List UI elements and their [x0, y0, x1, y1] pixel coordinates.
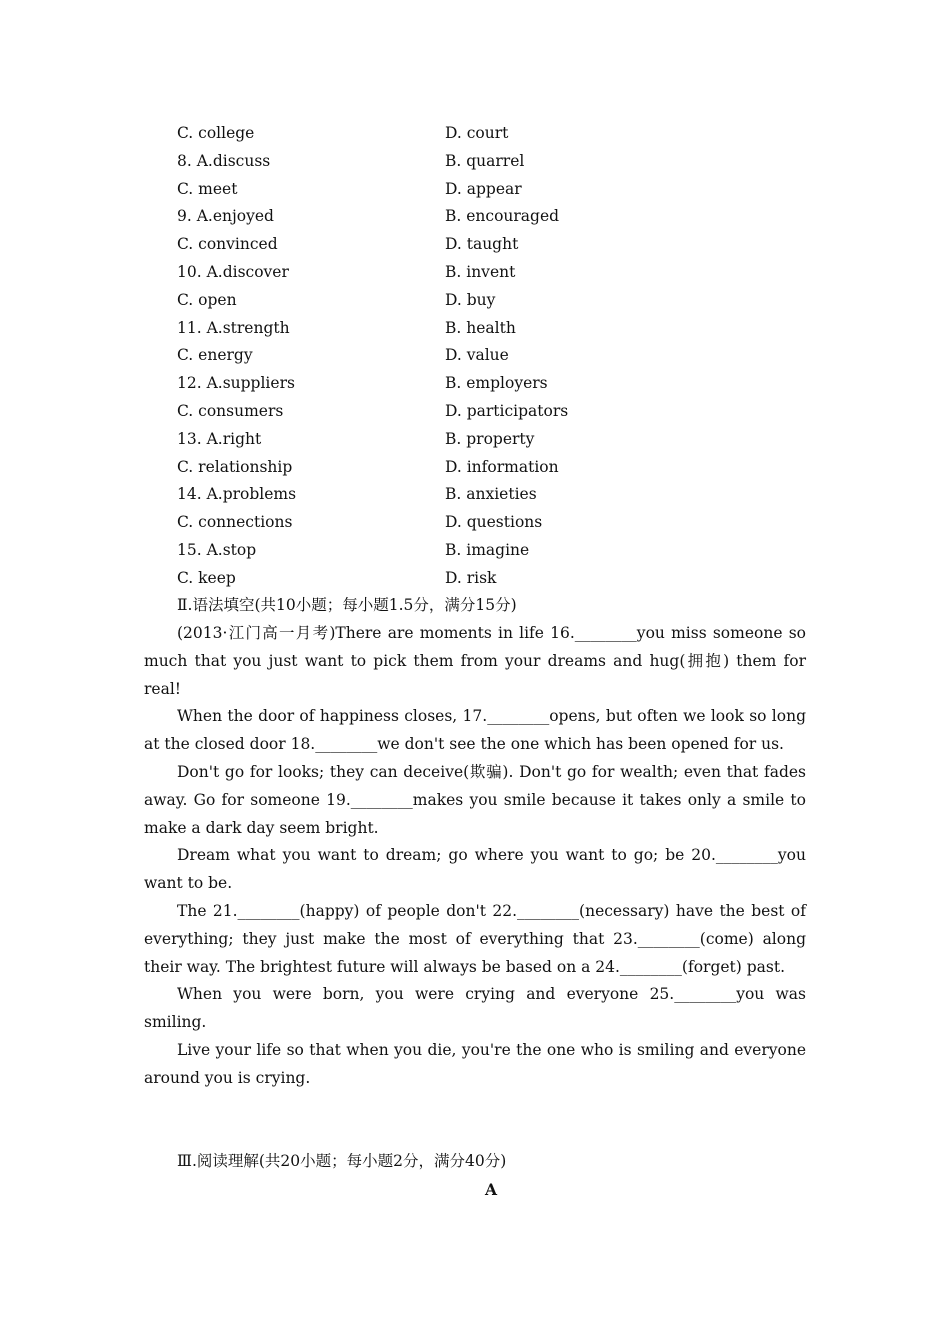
option-left: C. open	[177, 290, 237, 309]
option-row	[177, 231, 817, 259]
option-row	[177, 259, 817, 287]
option-right: D. taught	[445, 235, 519, 254]
option-row	[177, 203, 817, 231]
passage-paragraph: The 21.________(happy) of people don't 22.________(necessary) have the best of everything; they just make the most of everything that 23.________(come) along their way. The brightest future will always be based on a 24.________(forget) past.	[144, 901, 806, 976]
grammar-passage	[144, 620, 806, 1093]
option-row	[177, 454, 817, 482]
option-row	[177, 120, 817, 148]
passage-paragraph: (2013·江门高一月考)There are moments in life 16.________you miss someone so much that you just want to pick them from your dreams and hug(拥抱) them for real!	[144, 624, 806, 698]
option-left: C. college	[177, 124, 255, 142]
option-right: B. imagine	[445, 540, 530, 559]
option-row	[177, 481, 817, 509]
option-right: D. information	[445, 457, 559, 476]
option-left: C. connections	[177, 513, 293, 532]
option-right: B. health	[445, 318, 516, 337]
passage-paragraph: Don't go for looks; they can deceive(欺骗). Don't go for wealth; even that fades away. Go for someone 19.________makes you smile because it takes only a smile to make a dark day seem bright.	[144, 762, 806, 837]
option-left: 11. A.strength	[177, 318, 290, 337]
option-right: D. buy	[445, 290, 496, 309]
passage-paragraph: When the door of happiness closes, 17.________opens, but often we look so long at the closed door 18.________we don't see the one which has been opened for us.	[144, 707, 806, 754]
section-3-heading: Ⅲ.阅读理解(共20小题；每小题2分，满分40分)	[177, 1152, 507, 1170]
option-right: D. value	[445, 346, 509, 365]
passage-paragraph: When you were born, you were crying and everyone 25.________you was smiling.	[144, 985, 806, 1032]
reading-part-label: A	[484, 1180, 498, 1199]
section-2-heading: Ⅱ.语法填空(共10小题；每小题1.5分，满分15分)	[177, 596, 517, 614]
option-right: B. encouraged	[445, 207, 560, 226]
option-left: 14. A.problems	[177, 485, 297, 504]
option-right: D. appear	[445, 179, 522, 198]
option-row	[177, 287, 817, 315]
option-right: D. participators	[445, 401, 569, 420]
option-left: 13. A.right	[177, 429, 262, 448]
option-left: C. keep	[177, 568, 236, 587]
passage-paragraph: Live your life so that when you die, you're the one who is smiling and everyone around you is crying.	[144, 1040, 806, 1087]
option-right: B. property	[445, 429, 535, 448]
option-row	[177, 509, 817, 537]
option-left: C. energy	[177, 346, 253, 365]
option-row	[177, 426, 817, 454]
option-row	[177, 398, 817, 426]
option-left: C. convinced	[177, 235, 278, 254]
option-left: 8. A.discuss	[177, 151, 271, 170]
option-right: B. employers	[445, 374, 548, 393]
passage-paragraph: Dream what you want to dream; go where you want to go; be 20.________you want to be.	[144, 846, 806, 893]
option-left: C. meet	[177, 179, 238, 198]
option-left: 15. A.stop	[177, 540, 257, 559]
option-row	[177, 176, 817, 204]
option-row	[177, 370, 817, 398]
option-right: D. questions	[445, 513, 543, 532]
option-row	[177, 148, 817, 176]
option-row	[177, 342, 817, 370]
option-left: 12. A.suppliers	[177, 374, 295, 393]
option-right: D. risk	[445, 568, 497, 587]
option-row	[177, 565, 817, 593]
option-right: D. court	[445, 124, 509, 142]
answer-options	[177, 120, 817, 593]
option-left: C. relationship	[177, 457, 293, 476]
option-left: 9. A.enjoyed	[177, 207, 274, 226]
option-right: B. invent	[445, 262, 516, 281]
option-right: B. quarrel	[445, 151, 525, 170]
option-row	[177, 537, 817, 565]
option-left: C. consumers	[177, 401, 284, 420]
option-left: 10. A.discover	[177, 262, 289, 281]
option-row	[177, 315, 817, 343]
option-right: B. anxieties	[445, 485, 537, 504]
